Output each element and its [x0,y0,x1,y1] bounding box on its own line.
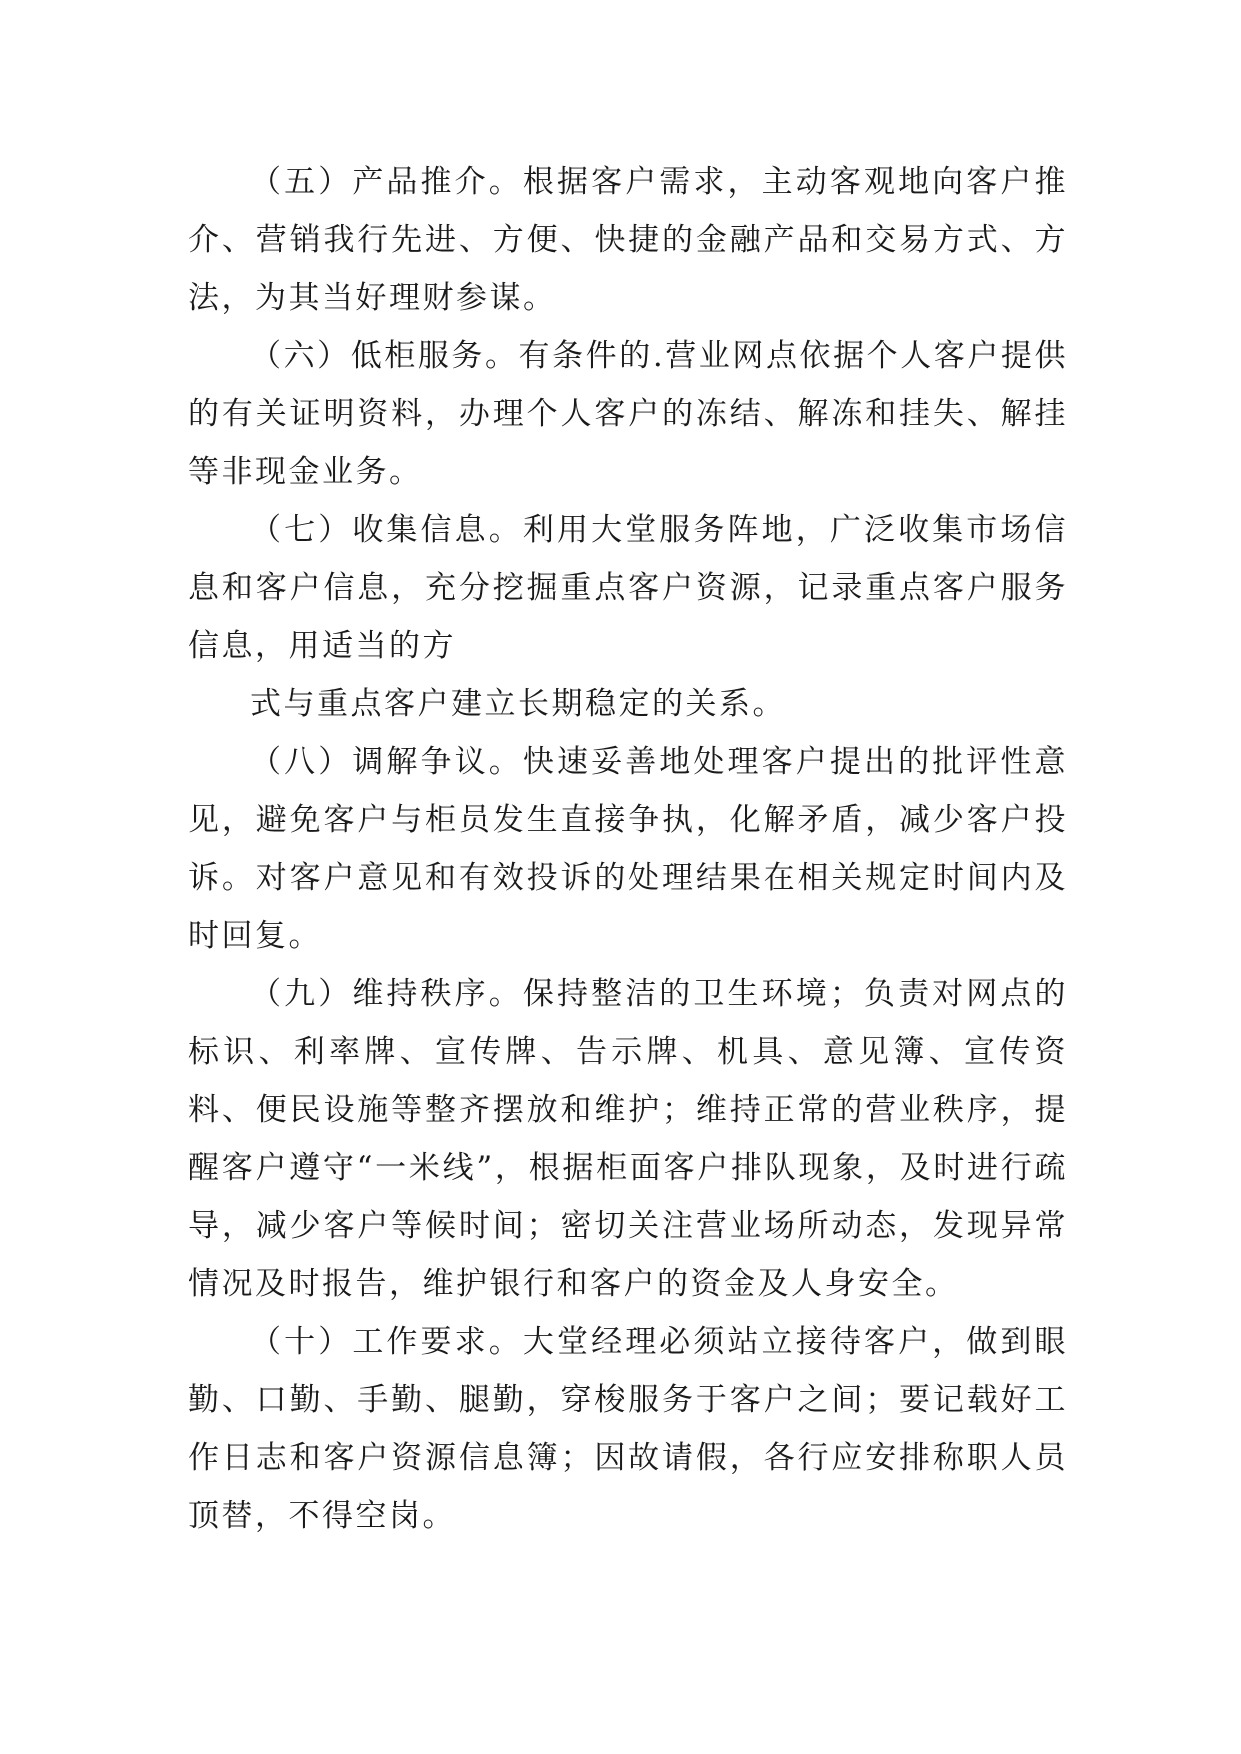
paragraph-mediate-disputes: （八）调解争议。快速妥善地处理客户提出的批评性意见，避免客户与柜员发生直接争执，化解矛盾，减少客户投诉。对客户意见和有效投诉的处理结果在相关规定时间内及时回复。 [188,744,1068,954]
document-body [188,153,1068,1545]
paragraph-maintain-order: （九）维持秩序。保持整洁的卫生环境；负责对网点的标识、利率牌、宣传牌、告示牌、机具、意见簿、宣传资料、便民设施等整齐摆放和维护；维持正常的营业秩序，提醒客户遵守“一米线”，根据柜面客户排队现象，及时进行疏导，减少客户等候时间；密切关注营业场所动态，发现异常情况及时报告，维护银行和客户的资金及人身安全。 [188,976,1068,1302]
paragraph-collect-information: （七）收集信息。利用大堂服务阵地，广泛收集市场信息和客户信息，充分挖掘重点客户资源，记录重点客户服务信息，用适当的方 [188,512,1068,664]
paragraph-work-requirements: （十）工作要求。大堂经理必须站立接待客户，做到眼勤、口勤、手勤、腿勤，穿梭服务于客户之间；要记载好工作日志和客户资源信息簿；因故请假，各行应安排称职人员顶替，不得空岗。 [188,1324,1068,1534]
paragraph-low-counter-service: （六）低柜服务。有条件的.营业网点依据个人客户提供的有关证明资料，办理个人客户的冻结、解冻和挂失、解挂等非现金业务。 [188,338,1068,490]
paragraph-product-recommendation: （五）产品推介。根据客户需求，主动客观地向客户推介、营销我行先进、方便、快捷的金融产品和交易方式、方法，为其当好理财参谋。 [188,164,1068,316]
paragraph-collect-information-continued: 式与重点客户建立长期稳定的关系。 [250,686,786,722]
